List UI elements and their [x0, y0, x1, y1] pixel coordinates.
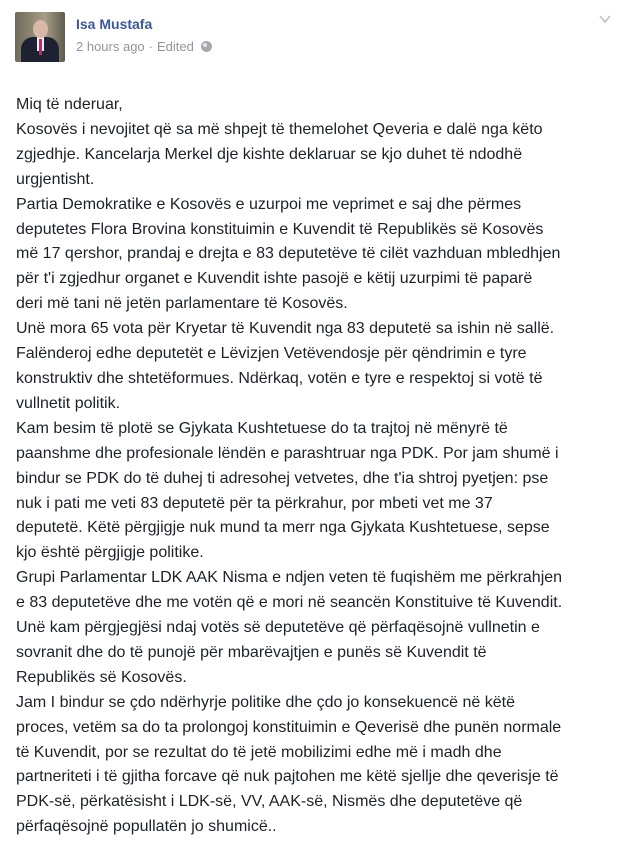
- post-paragraph: [16, 317, 562, 342]
- post-text-line: Kam besim të plotë se Gjykata Kushtetuese do ta trajtoj në mënyrë të: [16, 419, 508, 437]
- post-body: [16, 93, 562, 840]
- post-text-line: konstruktiv dhe shtetëformues. Ndërkaq, votën e tyre e respektoj si votë të: [16, 369, 543, 387]
- post-text-line: Unë mora 65 vota për Kryetar të Kuvendit nga 83 deputetë sa ishin në sallë.: [16, 320, 555, 338]
- post-paragraph: [16, 193, 562, 318]
- post-text-line: urgjentisht.: [16, 170, 95, 188]
- post-text-line: Partia Demokratike e Kosovës e uzurpoi me veprimet e saj dhe përmes: [16, 195, 522, 213]
- post-paragraph: [16, 118, 562, 193]
- post-text-line: deputetes Flora Brovina konstituimin e Kuvendit të Republikës së Kosovës: [16, 220, 544, 238]
- post-text-line: deputetë. Këtë përgjigje nuk mund ta merr nga Gjykata Kushtetuese, sepse: [16, 519, 550, 537]
- author-avatar[interactable]: [15, 12, 65, 62]
- globe-icon[interactable]: [201, 41, 212, 52]
- post-text-line: zgjedhje. Kancelarja Merkel dje kishte deklaruar se kjo duhet të ndodhë: [16, 145, 523, 163]
- chevron-down-icon[interactable]: [598, 12, 612, 26]
- post-text-line: të Kuvendit, por se rezultat do të jetë mobilizimi edhe më i madh dhe: [16, 743, 502, 761]
- post-text-line: nuk i pati me veti 83 deputetë për ta përkrahur, por mbeti vet me 37: [16, 494, 493, 512]
- post-text-line: Falënderoj edhe deputetët e Lëvizjen Vetëvendosje për qëndrimin e tyre: [16, 345, 527, 363]
- post-paragraph: [16, 342, 562, 417]
- post-timestamp[interactable]: 2 hours ago: [76, 39, 145, 54]
- post-text-line: paanshme dhe profesionale lëndën e parashtruar nga PDK. Por jam shumë i: [16, 444, 559, 462]
- post-paragraph: [16, 417, 562, 566]
- edited-label[interactable]: Edited: [157, 39, 194, 54]
- post-text-line: Republikës së Kosovës.: [16, 668, 187, 686]
- post-text-line: bindur se PDK do të duhej ti adresohej vetvetes, dhe t'ia shtroj pyetjen: pse: [16, 469, 549, 487]
- post-text-line: proces, vetëm sa do ta prolongoj konstituimin e Qeverisë dhe punën normale: [16, 718, 562, 736]
- post-paragraph: [16, 616, 562, 691]
- post-text-line: për t'i zgjedhur organet e Kuvendit ishte pasojë e këtij uzurpimi të paparë: [16, 270, 533, 288]
- avatar-head: [33, 20, 48, 38]
- avatar-tie: [39, 39, 42, 55]
- post-paragraph: [16, 93, 562, 118]
- author-name[interactable]: Isa Mustafa: [76, 16, 153, 32]
- post-text-line: deri më tani në jetën parlamentare të Kosovës.: [16, 295, 348, 313]
- post-text-line: Miq të nderuar,: [16, 96, 123, 113]
- post-text-line: Kosovës i nevojitet që sa më shpejt të themelohet Qeveria e dalë nga këto: [16, 120, 543, 138]
- post-paragraph: [16, 566, 562, 616]
- post-text-line: më 17 qershor, prandaj e drejta e 83 deputetëve të cilët vazhduan mbledhjen: [16, 245, 561, 263]
- post-text-line: Jam I bindur se çdo ndërhyrje politike dhe çdo jo konsekuencë në këtë: [16, 693, 515, 711]
- post-text-line: kjo është përgjigje politike.: [16, 544, 204, 562]
- meta-separator: ·: [148, 39, 154, 54]
- post-text-line: vullnetit politik.: [16, 394, 121, 412]
- post-text-line: e 83 deputetëve dhe me votën që e mori në seancën Konstituive të Kuvendit.: [16, 594, 563, 612]
- post-paragraph: [16, 691, 562, 840]
- post-text-line: përfaqësojnë popullatën jo shumicë..: [16, 818, 277, 836]
- post-text-line: Unë kam përgjegjësi ndaj votës së deputetëve që përfaqësojnë vullnetin e: [16, 619, 540, 637]
- post-text-line: sovranit dhe do të punojë për mbarëvajtjen e punës së Kuvendit të: [16, 643, 487, 661]
- post-text-line: partneriteti i të gjitha forcave që nuk pajtohen me këtë sjellje dhe qeverisje të: [16, 768, 559, 786]
- post-text-line: PDK-së, përkatësisht i LDK-së, VV, AAK-së, Nismës dhe deputetëve që: [16, 793, 523, 811]
- post-meta: [76, 39, 212, 54]
- post-text-line: Grupi Parlamentar LDK AAK Nisma e ndjen veten të fuqishëm me përkrahjen: [16, 569, 563, 587]
